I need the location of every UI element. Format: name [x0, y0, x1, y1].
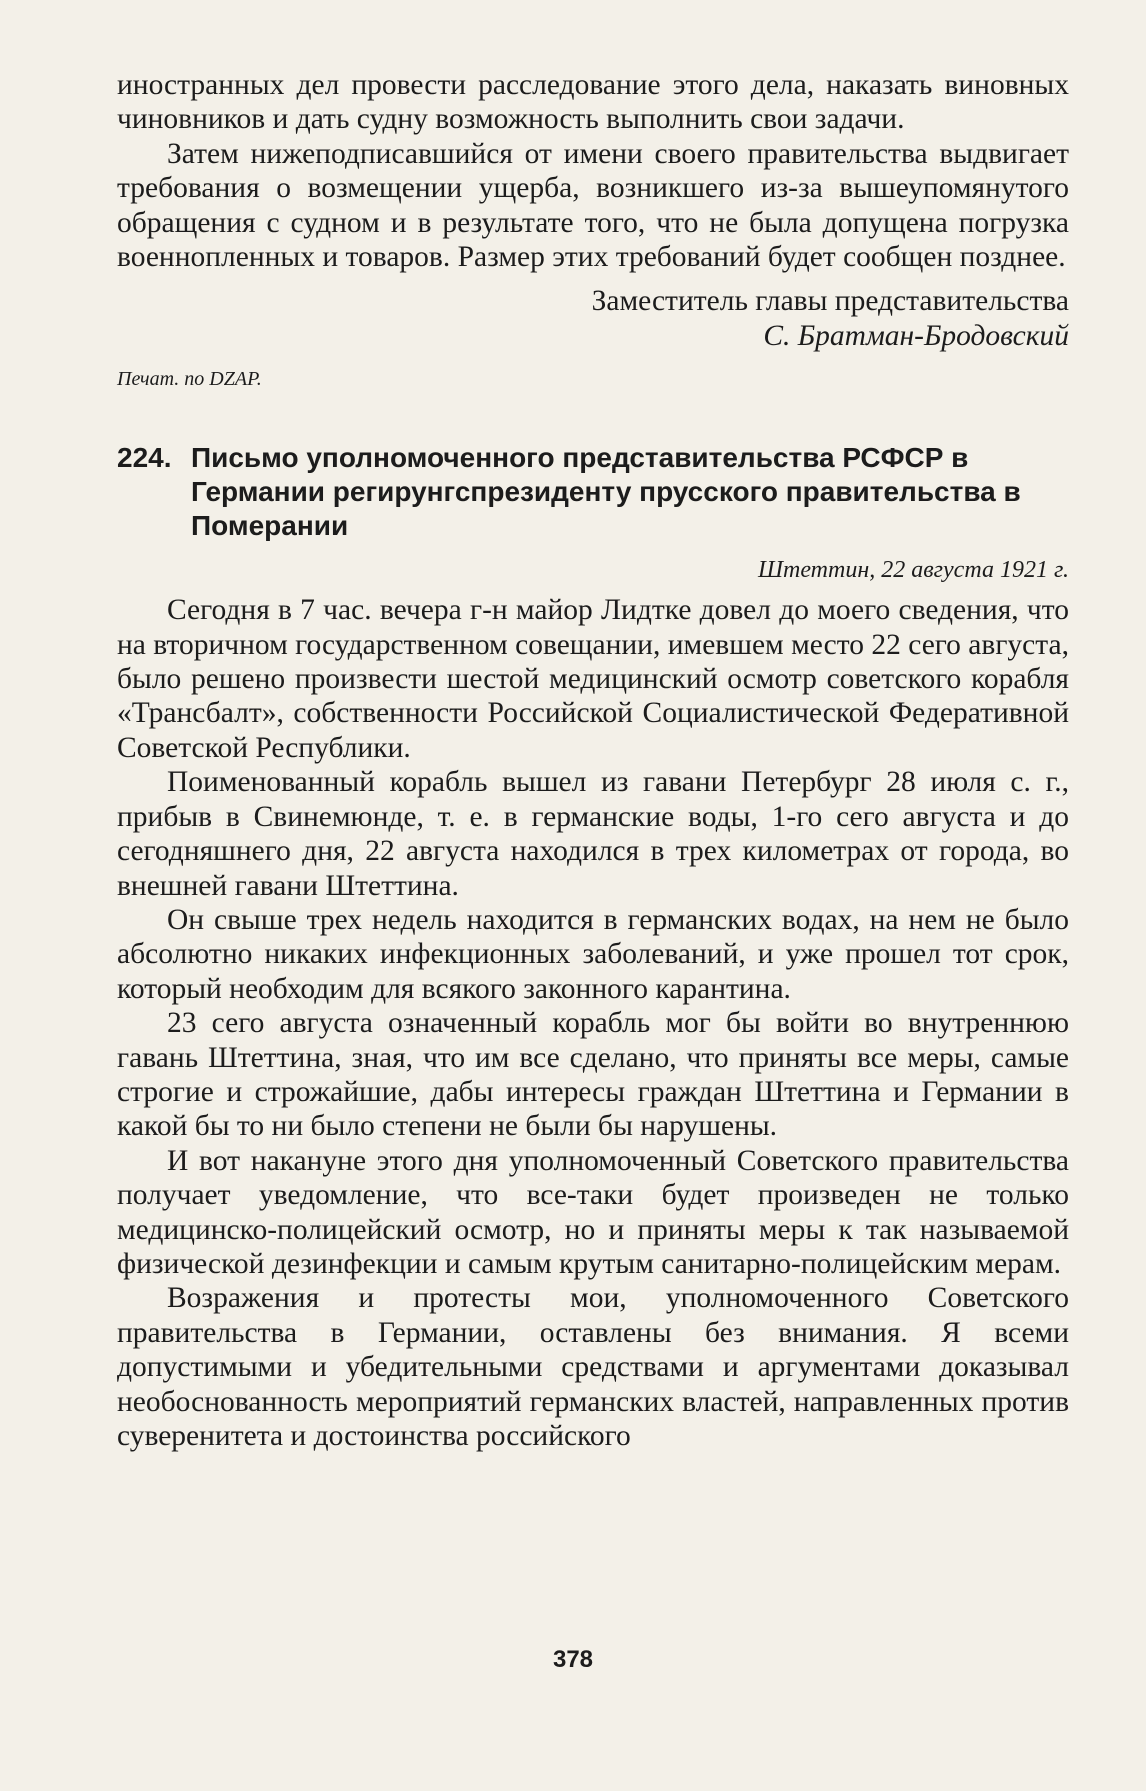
document-heading [117, 441, 1069, 543]
body-paragraph: Возражения и протесты мои, уполномоченного Советского правительства в Германии, оставлены без внимания. Я всеми допустимыми и убедительными средствами и аргументами доказывал необоснованность мероприятий германских властей, направленных против суверенитета и достоинства российского [117, 1282, 1069, 1452]
body-paragraph: И вот накануне этого дня уполномоченный Советского правительства получает уведомление, что все-таки будет произведен не только медицинско-полицейский осмотр, но и приняты меры к так называемой физической дезинфекции и самым крутым санитарно-полицейским мерам. [117, 1144, 1069, 1280]
body-paragraph: Поименованный корабль вышел из гавани Петербург 28 июля с. г., прибыв в Свинемюнде, т. е. в германские воды, 1-го сего августа и до сегодняшнего дня, 22 августа находился в трех километрах от города, во внешней гавани Штеттина. [117, 766, 1069, 902]
document-number: 224. [117, 442, 172, 474]
body-paragraph: Он свыше трех недель находится в германских водах, на нем не было абсолютно никаких инфекционных заболеваний, и уже прошел тот срок, который необходим для всякого законного карантина. [117, 903, 1069, 1005]
signature-name: С. Братман-Бродовский [763, 319, 1069, 352]
page-number: 378 [552, 1646, 594, 1673]
source-note: Печат. по DZAP. [117, 368, 262, 391]
signature-title: Заместитель главы представительства [591, 285, 1069, 318]
body-paragraph: 23 сего августа означенный корабль мог бы войти во внутреннюю гавань Штеттина, зная, что им все сделано, что приняты все меры, самые строгие и строжайшие, дабы интересы граждан Штеттина и Германии в какой бы то ни было степени не были бы нарушены. [117, 1007, 1069, 1143]
body-paragraph: Сегодня в 7 час. вечера г-н майор Лидтке довел до моего сведения, что на вторичном государственном совещании, имевшем место 22 сего августа, было решено произвести шестой медицинский осмотр советского корабля «Трансбалт», собственности Российской Социалистической Федеративной Советской Республики. [117, 594, 1069, 764]
claims-paragraph: Затем нижеподписавшийся от имени своего правительства выдвигает требования о возмещении ущерба, возникшего из-за вышеупомянутого обращения с судном и в результате того, что не была допущена погрузка военнопленных и товаров. Размер этих требований будет сообщен позднее. [117, 137, 1069, 274]
document-title: Письмо уполномоченного представительства РСФСР в Германии регирунгспрезиденту прусского правительства в Померании [191, 442, 1021, 542]
page-text [117, 68, 1069, 1453]
place-date: Штеттин, 22 августа 1921 г. [757, 557, 1069, 584]
opening-paragraph: иностранных дел провести расследование этого дела, наказать виновных чиновников и дать судну возможность выполнить свои задачи. [117, 69, 1069, 136]
